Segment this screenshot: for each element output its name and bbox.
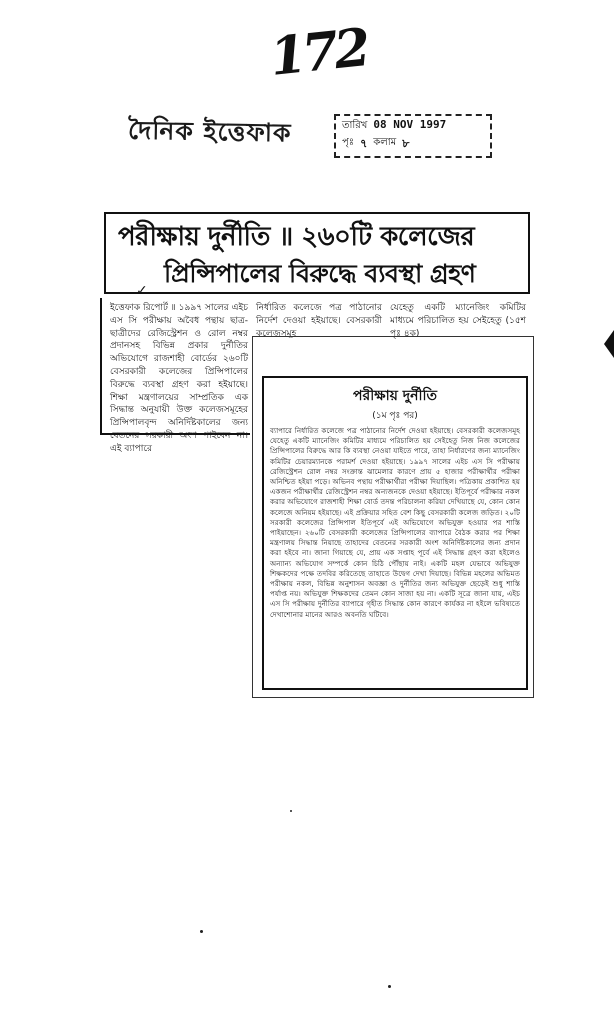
article-column-3: যেহেতু একটি ম্যানেজিং কমিটির মাধ্যমে পরিচালিত হয় সেইহেতু (১৫শ পৃঃ ৪ক) [390, 303, 526, 339]
continuation-body: ব্যাপারে নির্ধারিত কলেজে পত্র পাঠানোর নির্দেশ দেওয়া হইয়াছে। বেসরকারী কলেজসমূহ যেহেতু একটি ম্যানেজিং কমিটির মাধ্যমে পরিচালিত হয় সেইহেতু নিজ নিজ কলেজের প্রিন্সিপালের বিরুদ্ধে আর কি ব্যবস্থা নেওয়া যাইতে পারে, তাহা নির্ধারণের জন্য ম্যানেজিং কমিটির চেয়ারম্যানকে পরামর্শ দেওয়া হইয়াছে। ১৯৯৭ সালের এইচ এস সি পরীক্ষায় রেজিস্ট্রেশন রোল নম্বর সংক্রান্ত ঝামেলার কারণে প্রায় ৫ হাজার পরীক্ষার্থীর পরীক্ষা অনিশ্চিত হইয়া পড়ে। অভিনব পন্থায় পরীক্ষার্থীরা পরীক্ষা দিয়াছিল। পত্রিকায় প্রকাশিত হয় একজন পরীক্ষার্থীর রেজিস্ট্রেশন নম্বর অন্যজনকে দেওয়া হইয়াছে। ইতিপূর্বে পরীক্ষার নকল করার অভিযোগে রাজশাহী শিক্ষা বোর্ড তদন্ত পরিচালনা করিয়া দেখিয়াছে যে, কোন কোন কলেজে অনিয়ম হইয়াছে। এই প্রক্রিয়ার সহিত বেশ কিছু বেসরকারী কলেজ জড়িত। ২০টি সরকারী কলেজের প্রিন্সিপাল ইতিপূর্বে এই অভিযোগে অভিযুক্ত হওয়ার পর শাস্তি পাইয়াছেন। ২৬০টি বেসরকারী কলেজের প্রিন্সিপালের ব্যাপারে বৈঠক করার পর শিক্ষা মন্ত্রণালয় সিদ্ধান্ত নিয়াছে তাহাদের বেতনের সরকারী অংশ অনির্দিষ্টকালের জন্য প্রদান করা হইবে না। জানা গিয়াছে যে, প্রায় এক সপ্তাহ পূর্বে এই সিদ্ধান্ত গ্রহণ করা হইলেও অন্যান্য অভিযোগ সম্পর্কে কোন চিঠি পৌঁছায় নাই। একটি মহল যেভাবে অভিযুক্ত শিক্ষকদের পক্ষে তদবির করিতেছে তাহাতে উদ্বেগ দেখা দিয়াছে। বিভিন্ন মহলের অভিমত পরীক্ষায় নকল, বিভিন্ন অনুশাসন অবজ্ঞা ও দুর্নীতির জন্য অভিযুক্ত ছেড়েই শুধু শাস্তি পর্যাপ্ত নয়। অভিযুক্ত শিক্ষকদের তেমন কোন সাজা হয় না। একটি সূত্রে জানা যায়, এইচ এস সি পরীক্ষায় দুর্নীতির ব্যাপারে গৃহীত সিদ্ধান্ত কোন কারণে কার্যকর না হইলে ভবিষ্যতে দেখাশোনার মানের আরও অবনতি ঘটিবে। [270, 426, 520, 619]
date-stamp [334, 114, 492, 158]
page-value: ৭ [360, 137, 368, 150]
column-rule-left [100, 298, 102, 434]
date-value: 08 NOV 1997 [373, 118, 447, 131]
page-column-row [342, 135, 484, 154]
page-number: 172 [267, 17, 370, 88]
article-column-1: ইত্তেফাক রিপোর্ট ॥ ১৯৯৭ সালের এইচ এস সি পরীক্ষায় অবৈধ পন্থায় ছাত্র-ছাত্রীদের রেজিস্ট্রেশন ও রোল নম্বর প্রদানসহ বিভিন্ন প্রকার দুর্নীতির অভিযোগে রাজশাহী বোর্ডের ২৬০টি বেসরকারী কলেজের প্রিন্সিপালের বিরুদ্ধে ব্যবস্থা গ্রহণ করা হইয়াছে। শিক্ষা মন্ত্রণালয়ের সাম্প্রতিক এক সিদ্ধান্ত অনুযায়ী উক্ত কলেজসমূহের প্রিন্সিপালবৃন্দ অনির্দিষ্টকালের জন্য বেতনের সরকারী অংশ পাইবেন না। এই ব্যাপারে [110, 303, 248, 454]
headline-line-2: প্রিন্সিপালের বিরুদ্ধে ব্যবস্থা গ্রহণ [164, 259, 476, 288]
continuation-title: পরীক্ষায় দুর্নীতি [353, 388, 437, 404]
column-value: ৮ [402, 137, 410, 150]
date-row [342, 118, 484, 135]
date-label: তারিখ [342, 120, 368, 131]
column-label: কলাম [373, 137, 397, 148]
continuation-box [262, 376, 528, 690]
edge-arrow-icon [604, 330, 614, 358]
headline-line-1: পরীক্ষায় দুর্নীতি ॥ ২৬০টি কলেজের [118, 222, 475, 252]
pen-mark-icon: ✓ [136, 283, 148, 299]
scan-speck [290, 810, 292, 812]
scan-speck [388, 985, 391, 988]
continuation-subtitle: (১ম পৃঃ পর) [372, 411, 418, 421]
newspaper-masthead: দৈনিক ইত্তেফাক [127, 115, 292, 148]
article-column-2: নির্ধারিত কলেজে পত্র পাঠানোর নির্দেশ দেওয়া হইয়াছে। বেসরকারী কলেজসমূহ [256, 303, 382, 339]
headline-box [104, 212, 530, 294]
page-label: পৃঃ [342, 137, 355, 148]
scan-speck [200, 930, 203, 933]
